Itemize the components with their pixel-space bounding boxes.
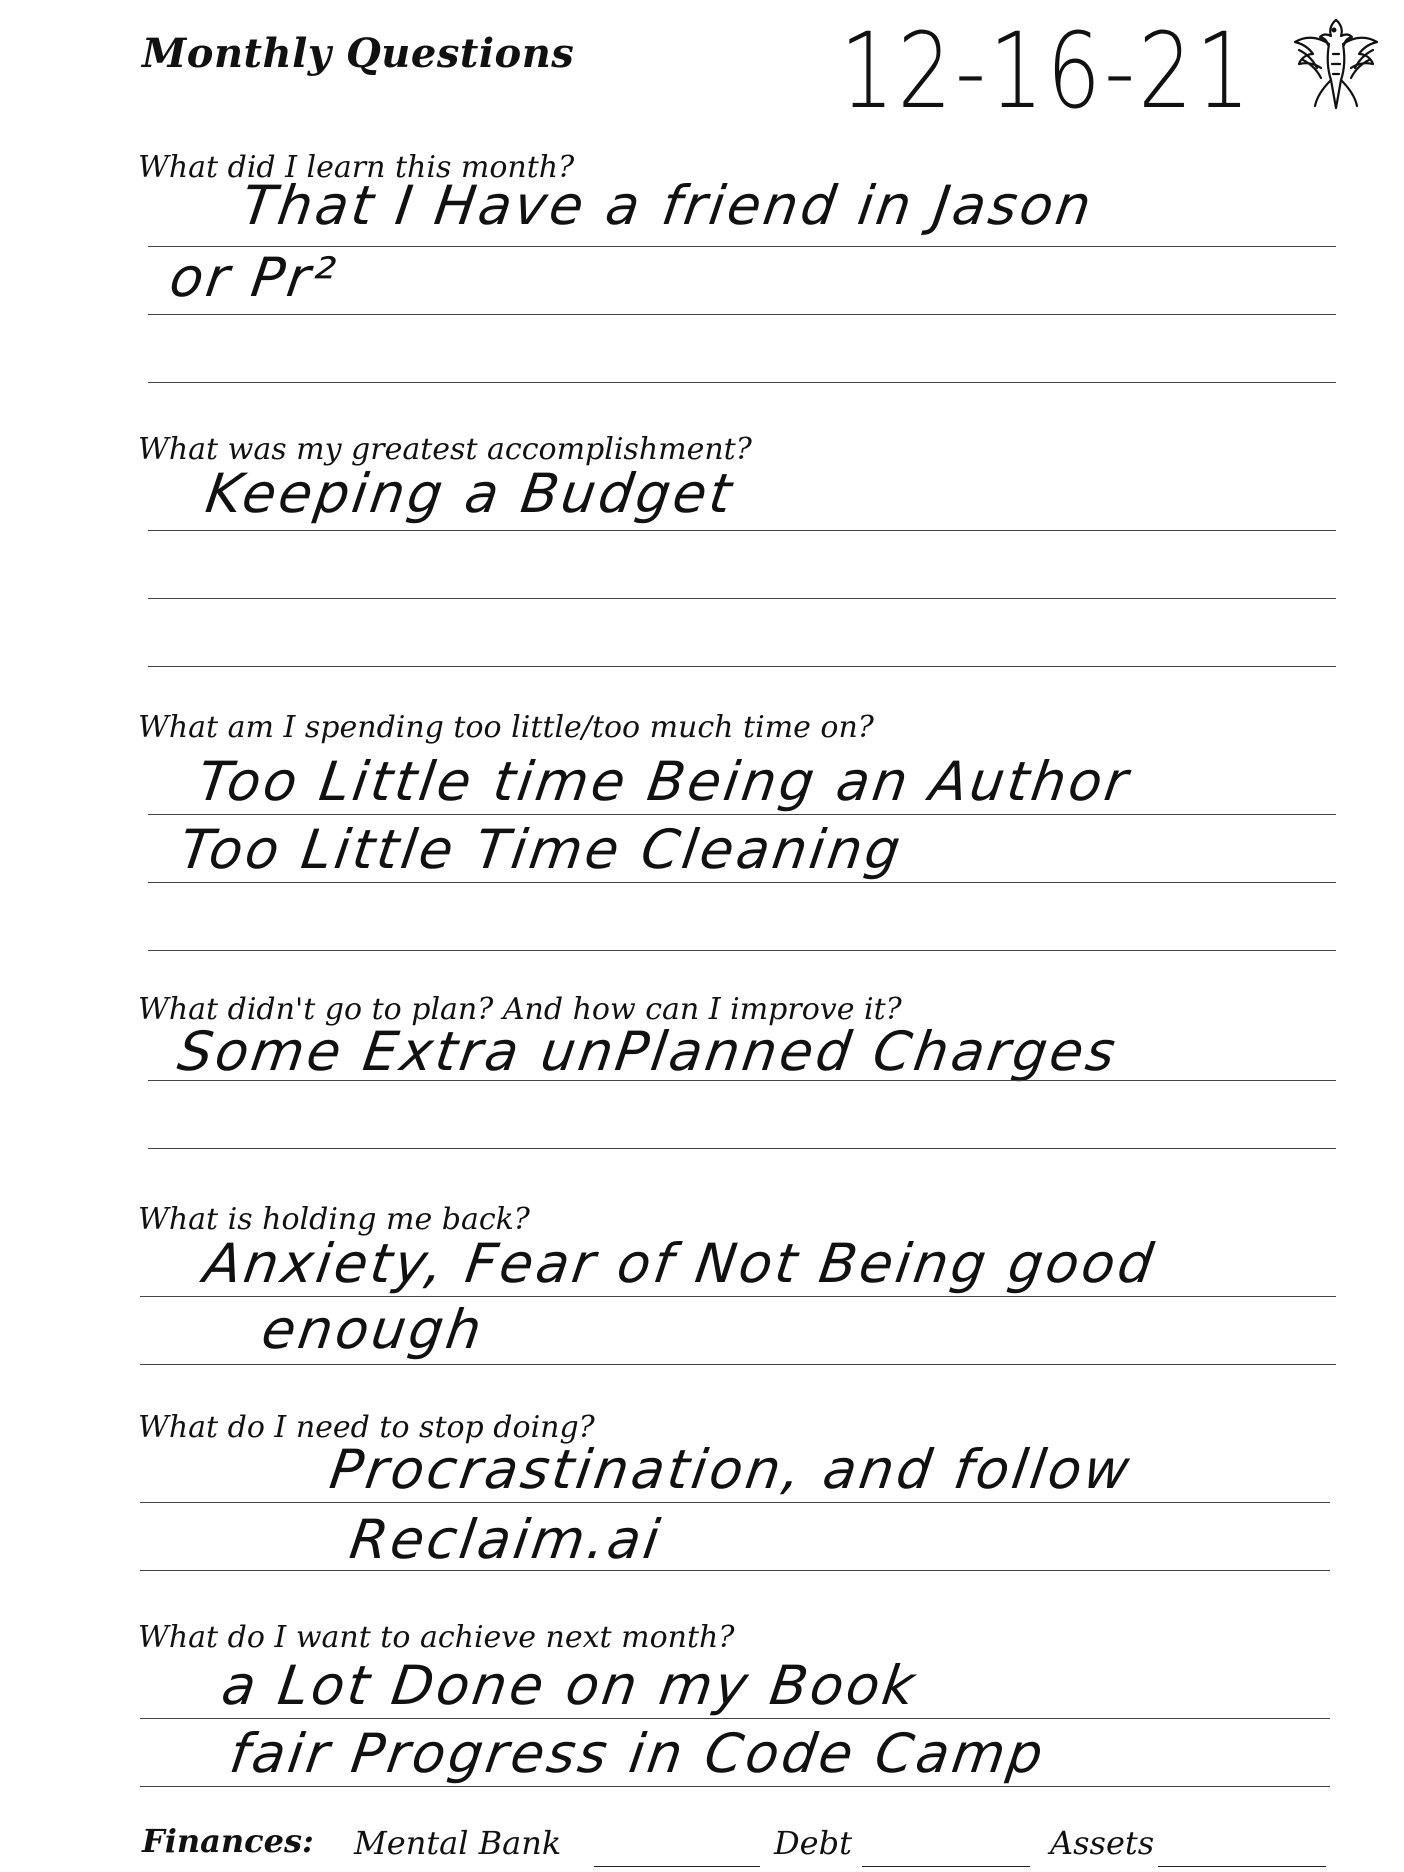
- question-label: What do I want to achieve next month?: [138, 1620, 735, 1655]
- debt-label: Debt: [774, 1824, 852, 1862]
- question-label: What do I need to stop doing?: [138, 1410, 595, 1445]
- handwritten-answer: Keeping a Budget: [202, 462, 739, 525]
- handwritten-answer: Some Extra unPlanned Charges: [174, 1020, 1122, 1083]
- answer-line: [148, 530, 1336, 531]
- page-title: Monthly Questions: [142, 30, 575, 77]
- answer-line: [148, 666, 1336, 667]
- handwritten-answer: Too Little time Being an Author: [194, 750, 1135, 813]
- question-label: What didn't go to plan? And how can I improve it?: [138, 992, 902, 1027]
- answer-line: [148, 382, 1336, 383]
- answer-line: [140, 1786, 1330, 1787]
- answer-line: [148, 598, 1336, 599]
- handwritten-answer: or Pr²: [166, 246, 342, 309]
- mental-bank-line: [594, 1866, 760, 1867]
- answer-line: [148, 950, 1336, 951]
- answer-line: [140, 1502, 1330, 1503]
- question-label: What did I learn this month?: [138, 150, 575, 185]
- debt-line: [862, 1866, 1030, 1867]
- answer-line: [140, 1296, 1336, 1297]
- handwritten-answer: Reclaim.ai: [346, 1508, 667, 1571]
- handwritten-date: 12-16-21: [840, 10, 1254, 132]
- handwritten-answer: fair Progress in Code Camp: [226, 1722, 1050, 1785]
- answer-line: [148, 1148, 1336, 1149]
- handwritten-answer: a Lot Done on my Book: [218, 1654, 922, 1717]
- handwritten-answer: Procrastination, and follow: [326, 1438, 1137, 1501]
- handwritten-answer: That I Have a friend in Jason: [238, 174, 1098, 237]
- handwritten-answer: Anxiety, Fear of Not Being good: [200, 1232, 1160, 1295]
- question-label: What was my greatest accomplishment?: [138, 432, 752, 467]
- assets-label: Assets: [1050, 1824, 1155, 1862]
- answer-line: [140, 1718, 1330, 1719]
- answer-line: [140, 1364, 1336, 1365]
- answer-line: [148, 1080, 1336, 1081]
- answer-line: [140, 1570, 1330, 1571]
- answer-line: [148, 814, 1336, 815]
- phoenix-emblem-icon: [1293, 14, 1379, 112]
- handwritten-answer: enough: [258, 1298, 489, 1361]
- handwritten-answer: Too Little Time Cleaning: [176, 818, 907, 881]
- question-label: What is holding me back?: [138, 1202, 530, 1237]
- assets-line: [1158, 1866, 1326, 1867]
- answer-line: [148, 882, 1336, 883]
- mental-bank-label: Mental Bank: [354, 1824, 562, 1862]
- question-label: What am I spending too little/too much time on?: [138, 710, 874, 745]
- answer-line: [148, 314, 1336, 315]
- finances-label: Finances:: [142, 1822, 314, 1860]
